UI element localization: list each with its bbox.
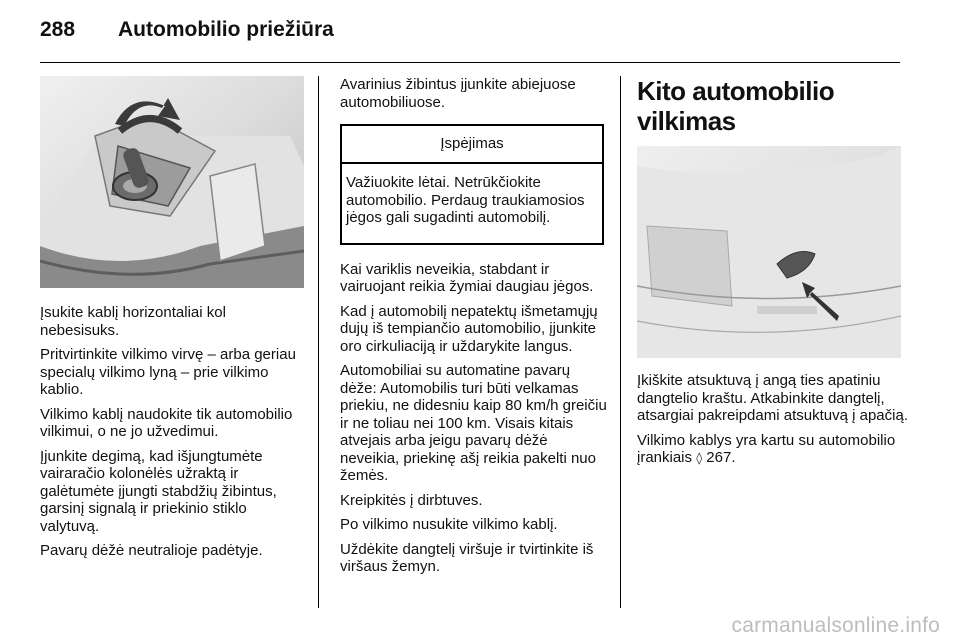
- page-number: 288: [40, 18, 76, 41]
- paragraph: Avarinius žibintus įjunkite abiejuose automobiliuose.: [340, 76, 576, 111]
- column-divider: [318, 76, 319, 608]
- warning-box: [340, 124, 604, 245]
- paragraph: Kreipkitės į dirbtuves.: [340, 491, 483, 509]
- page-title: Automobilio priežiūra: [118, 18, 334, 41]
- paragraph: Įjunkite degimą, kad išjungtumėte vairaračio kolonėlės užraktą ir galėtumėte įjungti stabdžių žibintus, garsinį signalą ir priekinio stiklo valytuvą.: [40, 447, 277, 535]
- tow-hook-illustration: [40, 76, 304, 288]
- paragraph: [637, 432, 909, 468]
- column-left: [40, 76, 304, 567]
- bumper-cover-illustration: [637, 146, 901, 358]
- page-reference-icon: ◊: [696, 451, 703, 465]
- watermark: carmanualsonline.info: [731, 614, 940, 637]
- paragraph: Vilkimo kablį naudokite tik automobilio vilkimui, o ne jo užvedimui.: [40, 405, 293, 440]
- section-title: Kito automobilio vilkimas: [637, 76, 835, 136]
- warning-title: Įspėjimas: [440, 135, 504, 152]
- paragraph: Įkiškite atsuktuvą į angą ties apatiniu dangtelio kraštu. Atkabinkite dangtelį, atsargiai pakreipdami atsuktuvą į apačią.: [637, 372, 908, 424]
- page-reference[interactable]: 267.: [702, 449, 736, 466]
- paragraph: Pavarų dėžė neutralioje padėtyje.: [40, 542, 263, 559]
- paragraph-text: Vilkimo kablys yra kartu su automobilio įrankiais: [637, 431, 896, 466]
- paragraph: Kad į automobilį nepatektų išmetamųjų dujų iš tempiančio automobilio, įjunkite oro cirkuliaciją ir uždarykite langus.: [340, 302, 598, 355]
- warning-text: Važiuokite lėtai. Netrūkčiokite automobilio. Perdaug traukiamosios jėgos gali sugadinti automobilį.: [346, 174, 585, 226]
- paragraph: Įsukite kablį horizontaliai kol nebesisuks.: [40, 304, 226, 339]
- column-right: [637, 76, 909, 475]
- paragraph: Automobiliai su automatine pavarų dėže: Automobilis turi būti velkamas priekiu, ne didesniu kaip 80 km/h greičiu ir ne toliau nei 100 km. Visais kitais atvejais arba jeigu pavarų dėžė neveikia, priekinę ašį reikia pakelti nuo žemės.: [340, 362, 607, 484]
- paragraph: Kai variklis neveikia, stabdant ir vairuojant reikia žymiai daugiau jėgos.: [340, 260, 594, 295]
- column-middle: [340, 76, 608, 583]
- paragraph: Pritvirtinkite vilkimo virvę – arba geriau specialų vilkimo lyną – prie vilkimo kablio.: [40, 346, 296, 398]
- header-rule: [40, 62, 900, 63]
- paragraph: Uždėkite dangtelį viršuje ir tvirtinkite iš viršaus žemyn.: [340, 540, 594, 575]
- column-divider: [620, 76, 621, 608]
- paragraph: Po vilkimo nusukite vilkimo kablį.: [340, 516, 558, 533]
